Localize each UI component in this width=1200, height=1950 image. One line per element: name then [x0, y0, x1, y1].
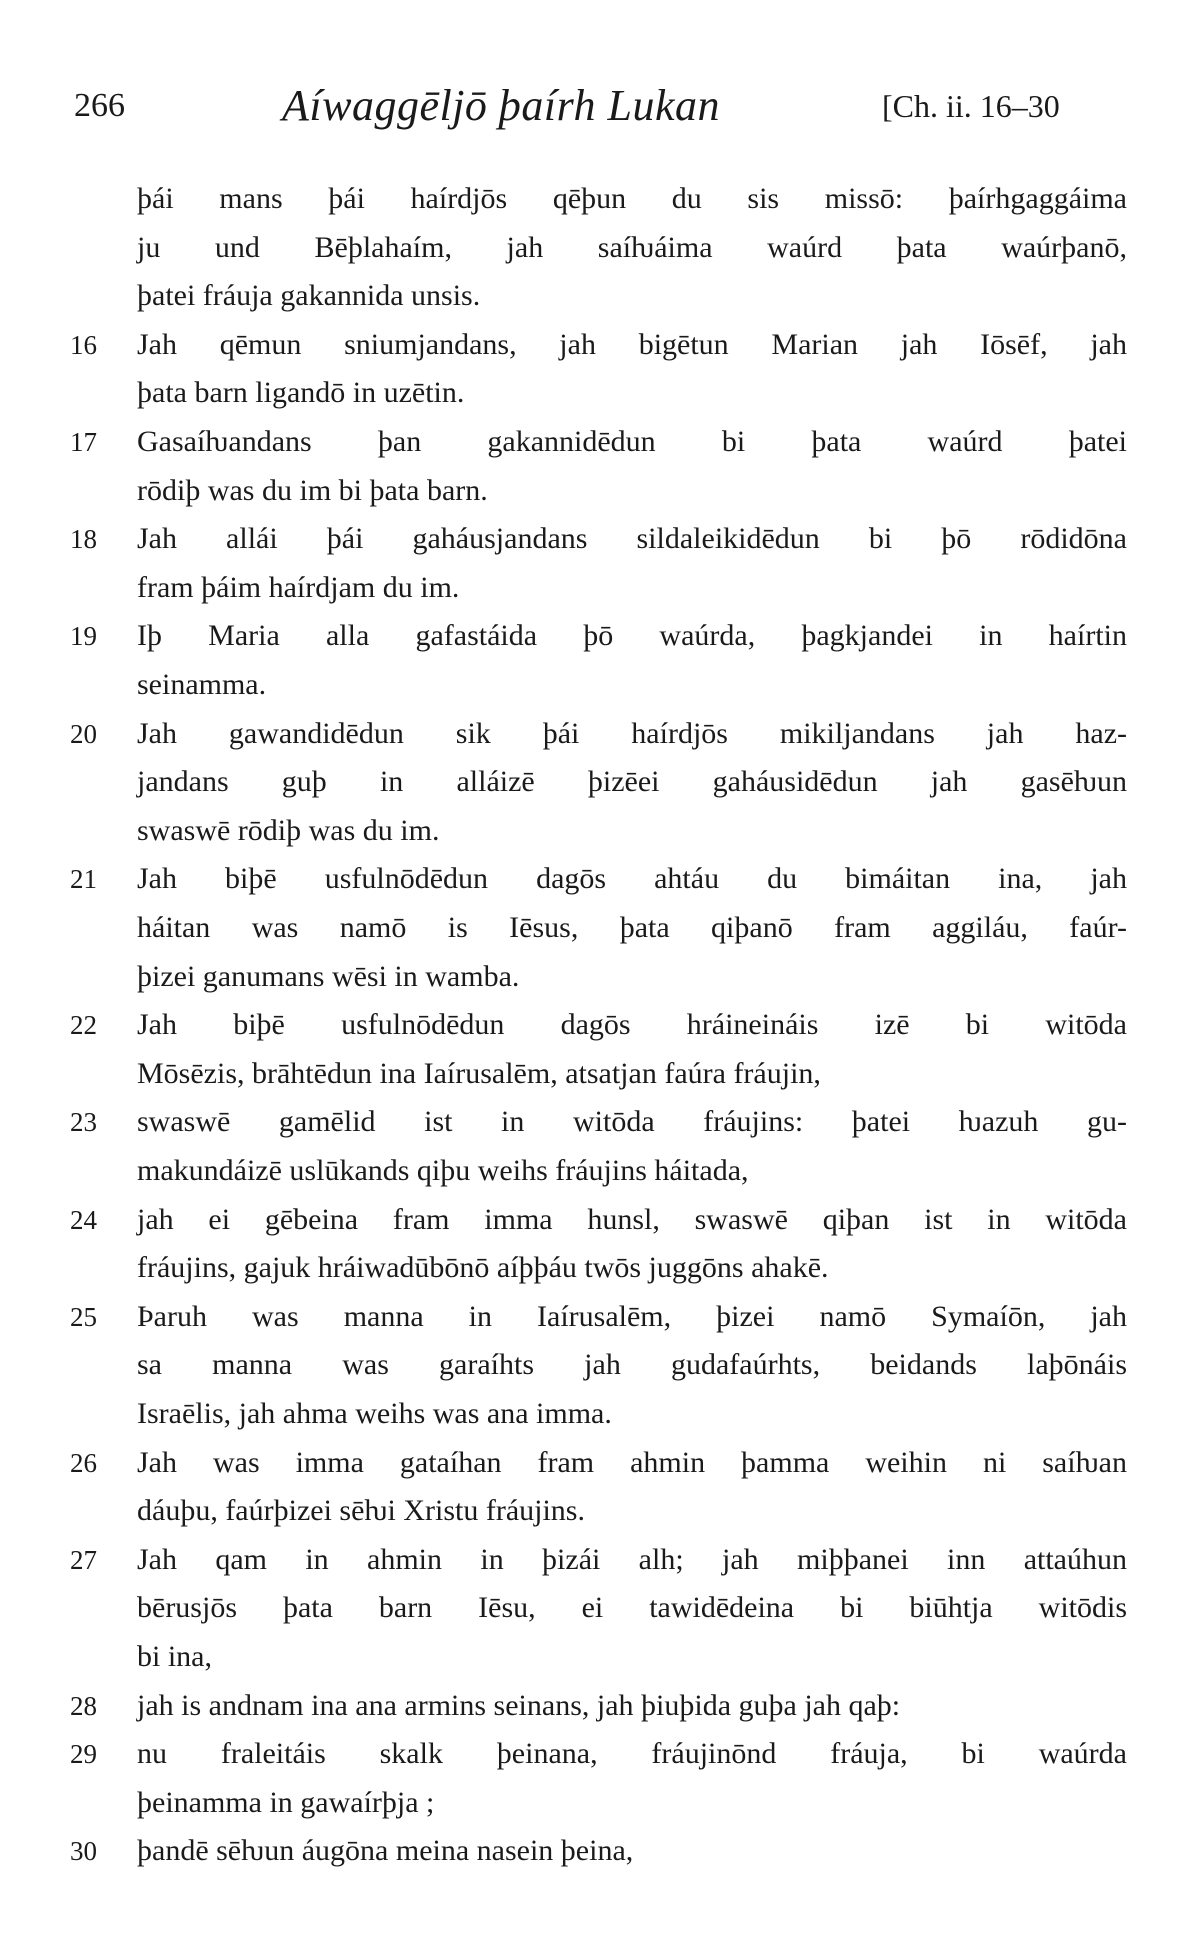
verse-number: 25: [70, 1301, 97, 1332]
verse-number: 23: [70, 1107, 97, 1138]
verse-number: 16: [70, 329, 97, 360]
verse-line: swaswē rōdiþ was du im.: [137, 813, 440, 847]
verse-line: makundáizē uslūkands qiþu weihs fráujins háitada,: [137, 1154, 749, 1187]
verse-line: jah is andnam ina ana armins seinans, jah þiuþida guþa jah qaþ:: [137, 1688, 901, 1722]
verse-number: 27: [70, 1544, 97, 1575]
verse-number: 28: [70, 1690, 97, 1721]
verse-line: seinamma.: [137, 668, 267, 701]
verse-line: Jah gawandidēdun sik þái haírdjōs mikiljandans jah haz-: [137, 716, 1127, 750]
verse-line: swaswē gamēlid ist in witōda fráujins: þatei ƕazuh gu-: [137, 1105, 1127, 1139]
page-number: 266: [74, 87, 125, 124]
verse-number: 22: [70, 1010, 97, 1041]
verse-line: fram þáim haírdjam du im.: [137, 570, 460, 604]
verse-number: 18: [70, 524, 97, 555]
verse-line: Mōsēzis, brāhtēdun ina Iaírusalēm, atsatjan faúra fráujin,: [137, 1056, 821, 1090]
verse-number: 30: [70, 1836, 97, 1867]
verse-number: 29: [70, 1739, 97, 1770]
verse-line: Jah biþē usfulnōdēdun dagōs ahtáu du bimáitan ina, jah: [137, 862, 1127, 896]
verse-line: Þaruh was manna in Iaírusalēm, þizei namō Symaíōn, jah: [137, 1299, 1127, 1333]
verse-line: Jah qam in ahmin in þizái alh; jah miþþanei inn attaúhun: [137, 1542, 1127, 1576]
verse-line: jah ei gēbeina fram imma hunsl, swaswē qiþan ist in witōda: [137, 1202, 1127, 1236]
verse-line: Jah qēmun sniumjandans, jah bigētun Marian jah Iōsēf, jah: [137, 327, 1127, 361]
verse-line: bi ina,: [137, 1640, 212, 1673]
verse-line: Jah allái þái gaháusjandans sildaleikidēdun bi þō rōdidōna: [137, 522, 1127, 556]
verse-line: bērusjōs þata barn Iēsu, ei tawidēdeina bi biūhtja witōdis: [137, 1591, 1127, 1625]
verse-number: 26: [70, 1447, 97, 1478]
verse-line: Jah was imma gataíhan fram ahmin þamma weihin ni saíƕan: [137, 1445, 1127, 1479]
verse-number: 24: [70, 1204, 97, 1235]
verse-line: þizei ganumans wēsi in wamba.: [137, 959, 520, 993]
verse-line: sa manna was garaíhts jah gudafaúrhts, beidands laþōnáis: [137, 1348, 1127, 1382]
verse-number: 20: [70, 718, 97, 749]
verse-line: þata barn ligandō in uzētin.: [137, 376, 465, 410]
verse-line: jandans guþ in alláizē þizēei gaháusidēdun jah gasēƕun: [137, 765, 1127, 799]
verse-line: þái mans þái haírdjōs qēþun du sis missō: þaírhgaggáima: [137, 182, 1127, 215]
verse-line: þandē sēƕun áugōna meina nasein þeina,: [137, 1834, 634, 1868]
running-title: Aíwaggēljō þaírh Lukan: [282, 81, 720, 130]
verse-line: háitan was namō is Iēsus, þata qiþanō fram aggiláu, faúr-: [137, 911, 1127, 944]
verse-line: Iþ Maria alla gafastáida þō waúrda, þagkjandei in haírtin: [137, 619, 1127, 653]
verse-number: 19: [70, 621, 97, 652]
verse-line: fráujins, gajuk hráiwadūbōnō aíþþáu twōs juggōns ahakē.: [137, 1251, 829, 1285]
chapter-reference: [Ch. ii. 16–30: [882, 88, 1060, 124]
verse-line: Jah biþē usfulnōdēdun dagōs hráineináis izē bi witōda: [137, 1008, 1127, 1042]
verse-line: Gasaíƕandans þan gakannidēdun bi þata waúrd þatei: [137, 425, 1127, 458]
verse-line: dáuþu, faúrþizei sēƕi Xristu fráujins.: [137, 1494, 585, 1528]
verse-line: þatei fráuja gakannida unsis.: [137, 279, 481, 313]
verse-line: rōdiþ was du im bi þata barn.: [137, 473, 488, 507]
verse-line: nu fraleitáis skalk þeinana, fráujinōnd fráuja, bi waúrda: [137, 1737, 1127, 1771]
verse-number: 17: [70, 427, 97, 457]
verse-line: þeinamma in gawaírþja ;: [137, 1785, 435, 1819]
verse-number: 21: [70, 864, 97, 895]
verse-line: Israēlis, jah ahma weihs was ana imma.: [137, 1397, 612, 1430]
verse-line: ju und Bēþlahaím, jah saíƕáima waúrd þata waúrþanō,: [137, 230, 1127, 264]
